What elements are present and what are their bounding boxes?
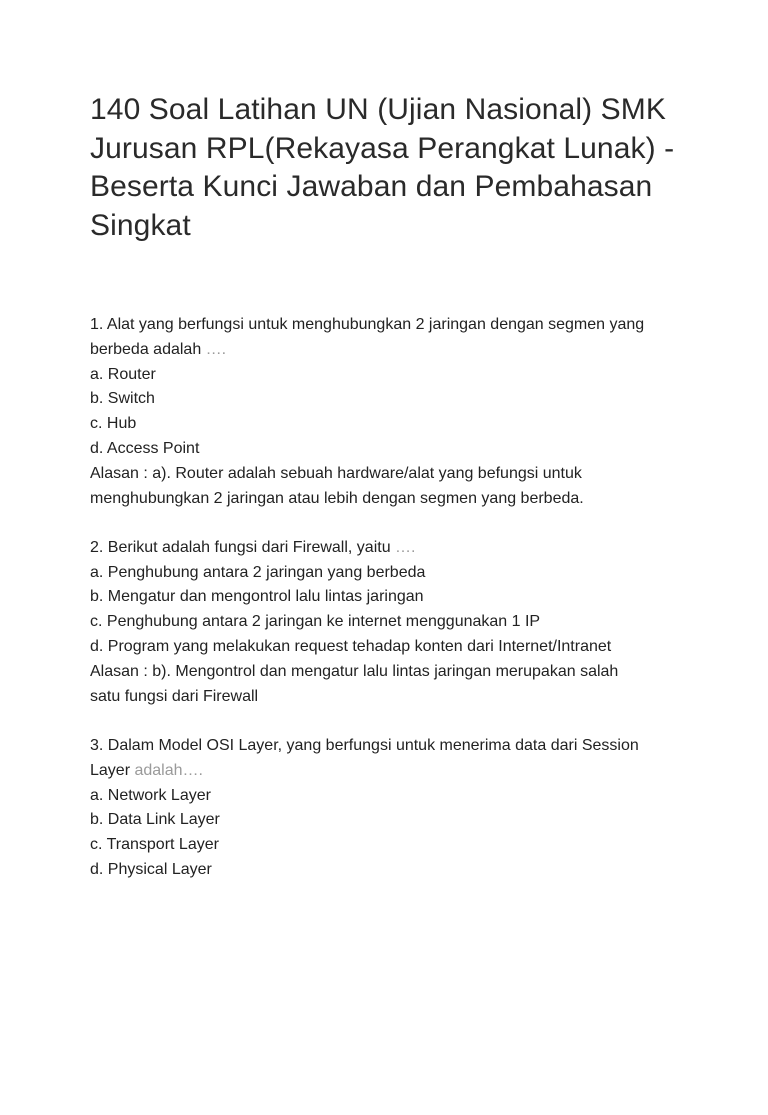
question-3-option-b: b. Data Link Layer	[90, 811, 220, 829]
question-2-option-b: b. Mengatur dan mengontrol lalu lintas jaringan	[90, 588, 424, 606]
question-1-dots: ….	[201, 340, 227, 358]
question-3-option-a: a. Network Layer	[90, 786, 211, 804]
question-1-option-d: d. Access Point	[90, 439, 200, 457]
question-text	[90, 536, 660, 561]
question-2	[90, 536, 728, 710]
question-3-dots: adalah….	[130, 761, 203, 779]
question-3-text: 3. Dalam Model OSI Layer, yang berfungsi untuk menerima data dari Session Layer	[90, 736, 639, 779]
question-1	[90, 313, 728, 511]
question-1-text: 1. Alat yang berfungsi untuk menghubungkan 2 jaringan dengan segmen yang berbeda adalah	[90, 316, 645, 358]
document-title: 140 Soal Latihan UN (Ujian Nasional) SMK Jurusan RPL(Rekayasa Perangkat Lunak) - Beserta Kunci Jawaban dan Pembahasan Singkat	[90, 93, 675, 242]
question-1-option-a: a. Router	[90, 365, 156, 383]
question-list	[90, 313, 728, 883]
question-2-option-d: d. Program yang melakukan request tehadap konten dari Internet/Intranet	[90, 638, 612, 656]
question-1-reason: Alasan : a). Router adalah sebuah hardware/alat yang befungsi untuk menghubungkan 2 jaringan atau lebih dengan segmen yang berbeda.	[90, 464, 584, 507]
question-2-dots: ….	[390, 538, 416, 556]
question-1-option-c: c. Hub	[90, 415, 137, 433]
question-2-option-c: c. Penghubung antara 2 jaringan ke internet menggunakan 1 IP	[90, 613, 541, 631]
question-2-text: 2. Berikut adalah fungsi dari Firewall, yaitu	[90, 538, 391, 556]
question-2-reason: Alasan : b). Mengontrol dan mengatur lalu lintas jaringan merupakan salah satu fungsi dari Firewall	[90, 662, 619, 705]
question-3-option-c: c. Transport Layer	[90, 836, 219, 854]
question-text	[90, 734, 660, 784]
document-page	[0, 91, 768, 1115]
question-3	[90, 734, 728, 883]
question-1-option-b: b. Switch	[90, 390, 155, 408]
question-2-option-a: a. Penghubung antara 2 jaringan yang berbeda	[90, 563, 426, 581]
question-3-option-d: d. Physical Layer	[90, 860, 212, 878]
question-text	[90, 313, 660, 363]
